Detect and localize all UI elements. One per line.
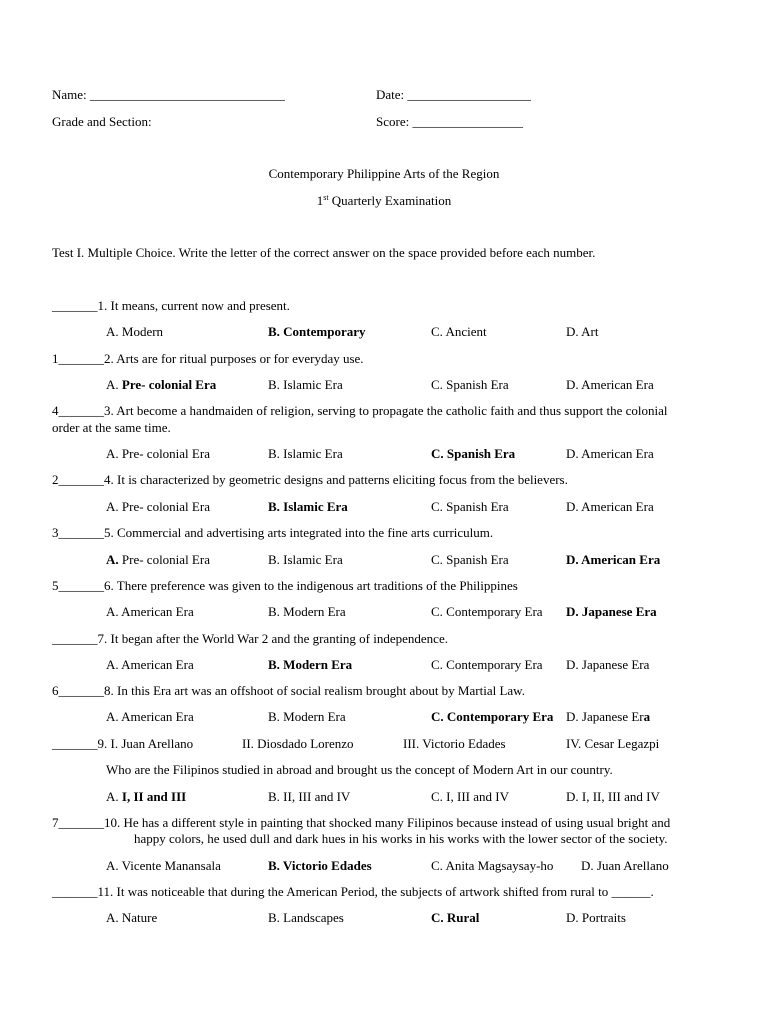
- choice-text: Pre- colonial Era: [118, 552, 210, 567]
- question-stem: 5_______6. There preference was given to the indigenous art traditions of the Philippines: [52, 578, 518, 593]
- choice-a: A. Nature: [106, 910, 158, 925]
- choice-b: B. Islamic Era: [268, 446, 343, 461]
- choice-d-answer: D. Japanese Era: [566, 604, 657, 619]
- choice-b-answer: B. Victorio Edades: [268, 858, 372, 873]
- choice-answer-text: Pre- colonial Era: [121, 377, 217, 392]
- exam-title: Contemporary Philippine Arts of the Region: [268, 166, 500, 181]
- question-stem-continued: order at the same time.: [52, 420, 171, 435]
- choice-d: D. Japanese Era: [566, 657, 650, 672]
- exam-subtitle: [0, 193, 768, 209]
- choice-d-answer: D. American Era: [566, 552, 661, 567]
- quarter-ordinal: st: [323, 193, 329, 202]
- choice-b: B. Islamic Era: [268, 377, 343, 392]
- choice-answer-text: I, II and III: [121, 789, 187, 804]
- choice-d: D. Portraits: [566, 910, 626, 925]
- choice-c: C. Ancient: [431, 324, 487, 339]
- question-stem: _______1. It means, current now and present.: [52, 298, 290, 313]
- choice-c: C. Anita Magsaysay-ho: [431, 858, 554, 873]
- grade-section-field: Grade and Section:: [52, 114, 152, 129]
- choice-c-answer: C. Spanish Era: [431, 446, 516, 461]
- choice-c-answer: C. Contemporary Era: [431, 709, 554, 724]
- choice-letter: A.: [106, 552, 119, 567]
- date-field: Date: ___________________: [376, 87, 531, 102]
- question-stem: 3_______5. Commercial and advertising arts integrated into the fine arts curriculum.: [52, 525, 494, 540]
- choice-a: A. American Era: [106, 709, 194, 724]
- question-stem: 4_______3. Art become a handmaiden of religion, serving to propagate the catholic faith and thus support the colonial: [52, 403, 668, 418]
- choice-c: C. Spanish Era: [431, 552, 509, 567]
- choice-a: A. Pre- colonial Era: [106, 446, 210, 461]
- question-stem: 2_______4. It is characterized by geometric designs and patterns eliciting focus from the believers.: [52, 472, 568, 487]
- question-subtext: Who are the Filipinos studied in abroad and brought us the concept of Modern Art in our country.: [106, 762, 613, 777]
- choice-b: B. Islamic Era: [268, 552, 343, 567]
- choice-text-bold-tail: a: [643, 709, 651, 724]
- choice-d: D. American Era: [566, 499, 654, 514]
- name-field: Name: ______________________________: [52, 87, 285, 102]
- choice-letter: A.: [106, 789, 122, 804]
- choice-b: B. Modern Era: [268, 604, 346, 619]
- quarter-number: 1: [316, 193, 324, 208]
- choice-letter: A.: [106, 377, 122, 392]
- choice-d: D. American Era: [566, 446, 654, 461]
- choice-c: C. Contemporary Era: [431, 604, 543, 619]
- score-field: Score: _________________: [376, 114, 523, 129]
- choice-d: D. Art: [566, 324, 599, 339]
- question-stem: _______9. I. Juan Arellano: [52, 736, 194, 751]
- choice-c: C. Contemporary Era: [431, 657, 543, 672]
- choice-a: A. Modern: [106, 324, 164, 339]
- question-stem-continued: happy colors, he used dull and dark hues in his works in his works with the lower sector of the society.: [134, 831, 668, 846]
- choice-text: D. Japanese Er: [566, 709, 644, 724]
- test-instructions: Test I. Multiple Choice. Write the letter of the correct answer on the space provided before each number.: [52, 245, 596, 260]
- choice-d: D. American Era: [566, 377, 654, 392]
- question-stem: _______11. It was noticeable that during the American Period, the subjects of artwork shifted from rural to ______.: [52, 884, 654, 899]
- choice-b: B. II, III and IV: [268, 789, 351, 804]
- stem-item: III. Victorio Edades: [403, 736, 506, 751]
- choice-a: A. Vicente Manansala: [106, 858, 221, 873]
- choice-c: C. Spanish Era: [431, 377, 509, 392]
- question-stem: 6_______8. In this Era art was an offshoot of social realism brought about by Martial Law.: [52, 683, 525, 698]
- choice-b-answer: B. Islamic Era: [268, 499, 348, 514]
- choice-a: A. American Era: [106, 604, 194, 619]
- choice-a: A. Pre- colonial Era: [106, 499, 210, 514]
- question-stem: 1_______2. Arts are for ritual purposes or for everyday use.: [52, 351, 364, 366]
- choice-a: [106, 552, 210, 568]
- choice-d: D. Juan Arellano: [581, 858, 669, 873]
- choice-c: C. Spanish Era: [431, 499, 509, 514]
- choice-c: C. I, III and IV: [431, 789, 509, 804]
- stem-item: IV. Cesar Legazpi: [566, 736, 660, 751]
- choice-b: B. Landscapes: [268, 910, 344, 925]
- choice-b: B. Modern Era: [268, 709, 346, 724]
- question-stem: 7_______10. He has a different style in painting that shocked many Filipinos because instead of using usual bright and: [52, 815, 671, 830]
- choice-d: D. I, II, III and IV: [566, 789, 660, 804]
- choice-c-answer: C. Rural: [431, 910, 480, 925]
- exam-subtitle-rest: Quarterly Examination: [328, 193, 452, 208]
- choice-a-answer: [106, 789, 186, 805]
- question-stem: _______7. It began after the World War 2 and the granting of independence.: [52, 631, 448, 646]
- stem-item: II. Diosdado Lorenzo: [242, 736, 354, 751]
- choice-a: A. American Era: [106, 657, 194, 672]
- choice-a-answer: [106, 377, 216, 393]
- choice-d: [566, 709, 650, 725]
- choice-b-answer: B. Contemporary: [268, 324, 366, 339]
- choice-b-answer: B. Modern Era: [268, 657, 353, 672]
